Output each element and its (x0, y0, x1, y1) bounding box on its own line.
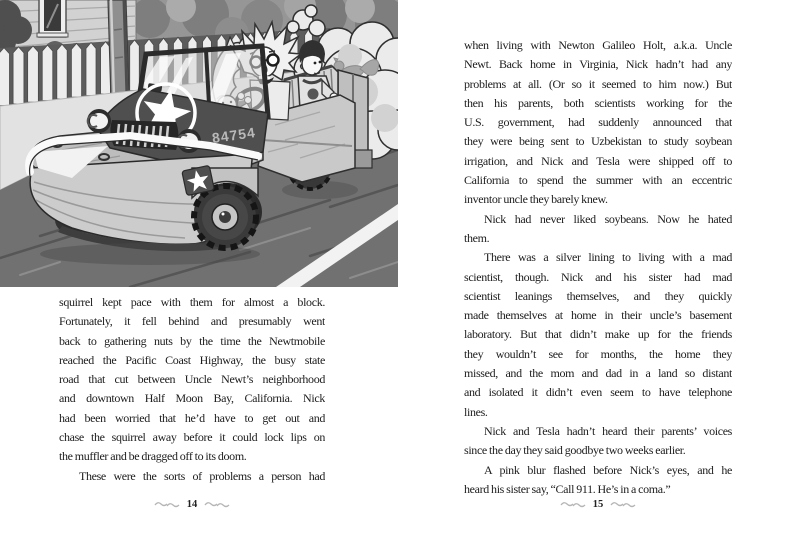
headlight-left (87, 109, 111, 133)
side-star-patch (182, 165, 215, 195)
text-line: the muffler and be dragged off to its doom. (59, 449, 247, 464)
footer-squiggle-icon (560, 500, 586, 509)
text-line: made themselves at home in their uncle’s basement (464, 308, 732, 323)
text-line: A pink blur flashed before Nick’s eyes, and he (484, 462, 732, 477)
text-line: squirrel kept pace with them for almost a block. (59, 295, 325, 309)
text-line: they were being sent to Uzbekistan to study soybean (464, 134, 732, 149)
text-line: back to gathering nuts by the time the Newtmobile (59, 333, 325, 348)
right-page-text (464, 36, 732, 499)
fence-picket (42, 45, 53, 100)
fence-picket (13, 47, 24, 104)
text-line: they wouldn’t see for months, the home they (464, 346, 732, 361)
tree-trunk (108, 0, 129, 100)
left-page-number: 14 (186, 499, 198, 510)
text-line: inventor uncle they barely knew. (464, 192, 608, 207)
text-line: U.S. government, had suddenly announced that (464, 115, 732, 130)
fence-picket (71, 43, 81, 97)
text-line: irrigation, and Nick and Tesla were shipped off to (464, 153, 732, 168)
fence-picket (130, 40, 140, 91)
left-page-text (59, 293, 325, 486)
footer-squiggle-icon (204, 500, 230, 509)
text-line: California to spend the summer with an eccentric (464, 173, 732, 188)
text-line: Newt. Back home in Virginia, Nick hadn’t had any (464, 57, 732, 72)
text-line: chase the squirrel away before it could lock lips on (59, 430, 325, 445)
text-line: and isolated it didn’t even seem to have telephone (464, 385, 732, 400)
fence-picket (57, 44, 67, 99)
book-illustration (0, 0, 398, 287)
text-line: scientist, though. Nick and his sister had mad (464, 269, 732, 284)
text-line: them. (464, 230, 490, 245)
text-line: Fortunately, it fell behind and presumably went (59, 314, 325, 329)
text-line: scientist leanings themselves, and they quickly (464, 288, 732, 303)
text-line: when living with Newton Galileo Holt, a.k.a. Uncle (464, 38, 732, 52)
text-line: Nick and Tesla hadn’t heard their parents’ voices (484, 423, 732, 438)
text-line: There was a silver lining to living with a mad (484, 250, 732, 265)
text-line: Nick had never liked soybeans. Now he hated (484, 211, 732, 226)
text-line: laboratory. But that didn’t make up for the friends (464, 327, 732, 342)
text-line: missed, and the mom and dad in a land so distant (464, 366, 732, 381)
illustration-svg (0, 0, 398, 287)
vehicle-number: 84754 (210, 124, 257, 146)
text-line: heard his sister say, “Call 911. He’s in a coma.” (464, 481, 671, 496)
text-line: and downtown Half Moon Bay, California. Nick (59, 391, 325, 406)
fence-picket (28, 46, 39, 102)
left-page-footer (59, 499, 325, 510)
text-line: then his parents, both scientists working for the (464, 95, 732, 110)
text-line: reached the Pacific Coast Highway, the busy state (59, 352, 325, 367)
footer-squiggle-icon (154, 500, 180, 509)
house-window (37, 0, 68, 37)
text-line: had been worried that he’d have to get out and (59, 410, 325, 425)
text-line: problems at all. (Or so it seemed to him now.) But (464, 76, 732, 91)
right-page-footer (464, 499, 732, 510)
fence-picket (0, 48, 10, 106)
text-line: since the day they said goodbye two weeks earlier. (464, 443, 686, 458)
right-page-number: 15 (592, 499, 604, 510)
footer-squiggle-icon (610, 500, 636, 509)
text-line: These were the sorts of problems a person had (79, 468, 325, 483)
text-line: lines. (464, 404, 488, 419)
fence-picket (86, 42, 96, 95)
text-line: road that cut between Uncle Newt’s neighborhood (59, 372, 325, 387)
